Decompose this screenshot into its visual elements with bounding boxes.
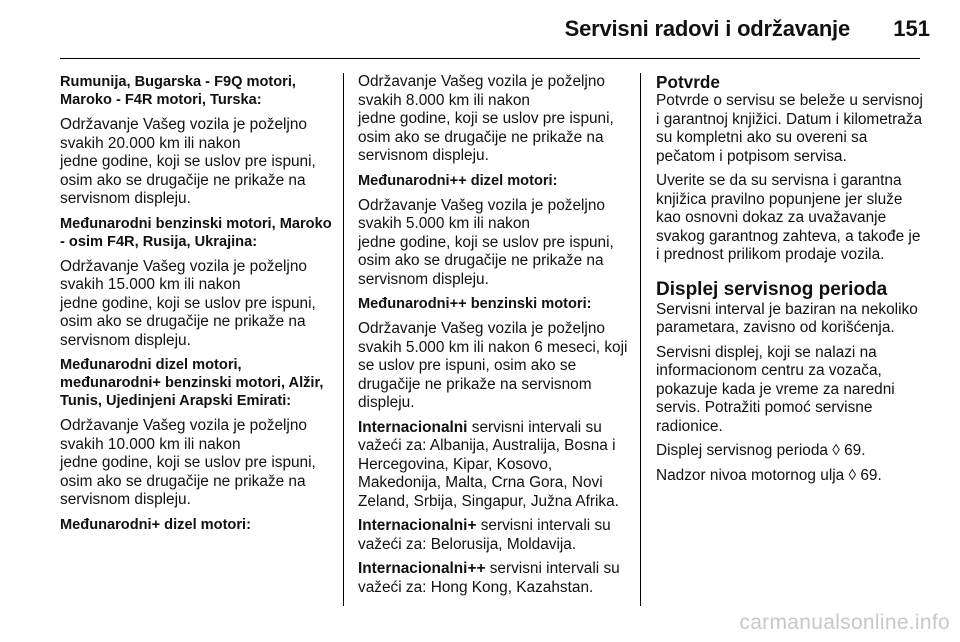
paragraph: Uverite se da su servisna i garantna knjižica pravilno popunjene jer služe kao osnovni dokaz za uvažavanje svakog garantnog zahteva, a takođe je i prednost prilikom prodaje vozila. <box>656 172 921 263</box>
column-divider <box>343 73 344 606</box>
paragraph: Održavanje Vašeg vozila je poželjno svakih 5.000 km ili nakon 6 meseci, koji se uslov pre ispuni, osim ako se drugačije ne prikaže na servisnom displeju. <box>358 320 628 411</box>
paragraph-line: Održavanje Vašeg vozila je poželjno svakih 20.000 km ili nakon <box>60 116 307 152</box>
section-heading: Displej servisnog perioda <box>656 278 888 300</box>
paragraph-line: jedne godine, koji se uslov pre ispuni, osim ako se drugačije ne prikaže na servisnom displeju. <box>60 294 316 349</box>
section-heading: Međunarodni dizel motori, međunarodni+ benzinski motori, Alžir, Tunis, Ujedinjeni Arapski Emirati: <box>60 357 324 409</box>
page-number: 151 <box>893 16 930 41</box>
paragraph-line: Održavanje Vašeg vozila je poželjno svakih 8.000 km ili nakon <box>358 73 605 109</box>
paragraph <box>358 419 634 512</box>
region-label: Internacionalni+ <box>358 517 477 534</box>
paragraph-line: Održavanje Vašeg vozila je poželjno svakih 5.000 km ili nakon <box>358 196 605 232</box>
watermark: carmanualsonline.info <box>739 611 950 634</box>
paragraph: Servisni interval je baziran na nekoliko parametara, zavisno od korišćenja. <box>656 300 918 336</box>
paragraph-line: jedne godine, koji se uslov pre ispuni, osim ako se drugačije ne prikaže na servisnom displeju. <box>358 233 614 288</box>
cross-reference: Displej servisnog perioda ◊ 69. <box>656 442 866 459</box>
column-1 <box>60 73 336 534</box>
paragraph <box>358 517 634 554</box>
region-label: Internacionalni <box>358 418 468 436</box>
paragraph-text: servisni intervali su važeći za: Hong Kong, Kazahstan. <box>358 560 620 596</box>
paragraph-line: Održavanje Vašeg vozila je poželjno svakih 10.000 km ili nakon <box>60 417 307 453</box>
paragraph-text: servisni intervali su važeći za: Albanija, Australija, Bosna i Hercegovina, Kipar, Kosovo, Makedonija, Malta, Crna Gora, Novi Zeland, Srbija, Singapur, Južna Afrika. <box>358 418 619 510</box>
paragraph <box>60 417 336 510</box>
paragraph <box>358 73 634 166</box>
paragraph <box>60 258 336 351</box>
paragraph-line: jedne godine, koji se uslov pre ispuni, osim ako se drugačije ne prikaže na servisnom displeju. <box>60 454 316 508</box>
paragraph <box>60 116 336 209</box>
section-heading: Međunarodni++ dizel motori: <box>358 172 558 189</box>
section-heading: Potvrde <box>656 72 720 92</box>
section-heading: Međunarodni+ dizel motori: <box>60 516 251 533</box>
section-heading: Međunarodni benzinski motori, Maroko - osim F4R, Rusija, Ukrajina: <box>60 215 332 250</box>
cross-reference: Nadzor nivoa motornog ulja ◊ 69. <box>656 466 882 484</box>
paragraph <box>358 560 634 597</box>
region-label: Internacionalni++ <box>358 560 486 577</box>
paragraph-line: Održavanje Vašeg vozila je poželjno svakih 15.000 km ili nakon <box>60 257 307 293</box>
header-divider <box>60 58 920 59</box>
paragraph: Potvrde o servisu se beleže u servisnoj i garantnoj knjižici. Datum i kilometraža su kompletni ako su overeni sa pečatom i potpisom servisa. <box>656 92 923 165</box>
column-2 <box>358 73 634 603</box>
paragraph <box>358 197 634 290</box>
paragraph: Servisni displej, koji se nalazi na informacionom centru za vozača, pokazuje kada je vreme za naredni servis. Potražiti pomoć servisne radionice. <box>656 343 895 435</box>
column-3 <box>656 73 928 491</box>
section-heading: Rumunija, Bugarska - F9Q motori, Maroko - F4R motori, Turska: <box>60 74 296 108</box>
paragraph-line: jedne godine, koji se uslov pre ispuni, osim ako se drugačije ne prikaže na servisnom displeju. <box>60 153 316 207</box>
paragraph-text: servisni intervali su važeći za: Belorusija, Moldavija. <box>358 517 611 553</box>
paragraph-line: jedne godine, koji se uslov pre ispuni, osim ako se drugačije ne prikaže na servisnom displeju. <box>358 110 614 164</box>
section-heading: Međunarodni++ benzinski motori: <box>358 296 592 312</box>
column-divider <box>640 73 641 606</box>
page-title: Servisni radovi i održavanje <box>564 16 850 41</box>
